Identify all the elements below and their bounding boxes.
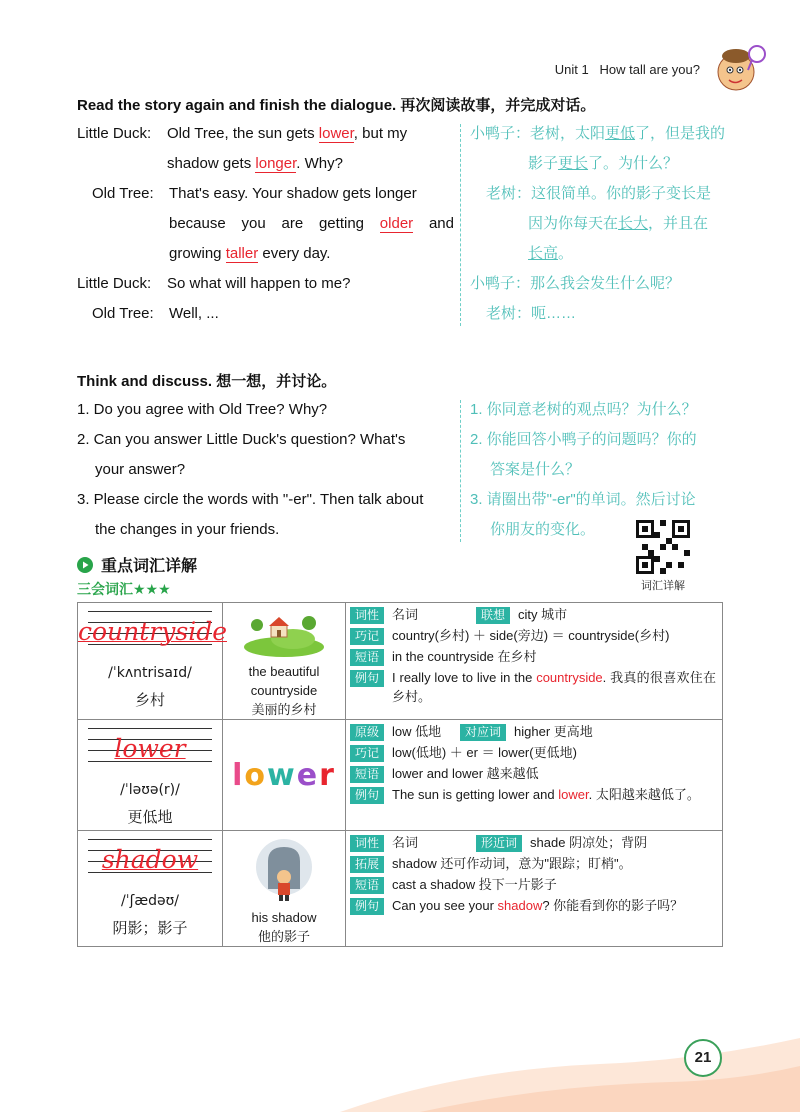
dialogue-text: So what will happen to me?: [167, 275, 351, 292]
vocab-word: countryside: [78, 617, 227, 646]
detail-row: [346, 605, 722, 624]
cn-question-3: 3. 请圈出带"-er"的单词。然后讨论: [470, 491, 696, 508]
similar-tag: 形近词: [476, 835, 522, 852]
dialogue-text: every day.: [258, 245, 331, 262]
cn-line: [470, 184, 730, 214]
memo-tag: 巧记: [350, 745, 384, 762]
example-text: ? 你能看到你的影子吗？: [542, 898, 684, 913]
meaning: 阴影；影子: [112, 920, 188, 937]
vocab-table: [77, 602, 723, 947]
vocab-word: shadow: [101, 845, 199, 874]
example-text: Can you see your: [392, 898, 498, 913]
assoc-tag: 联想: [476, 607, 510, 624]
base-form-tag: 原级: [350, 724, 384, 741]
example-highlight: lower: [558, 787, 589, 802]
discuss-title-cn: 想一想，并讨论。: [216, 373, 337, 390]
dialogue-text: Old Tree, the sun gets: [167, 125, 319, 142]
caption-en: his shadow: [251, 910, 317, 925]
play-icon: [77, 557, 93, 573]
detail-row: [346, 722, 722, 741]
meaning: 乡村: [134, 692, 165, 709]
cn-line: [470, 274, 730, 304]
cn-text: 了。为什么？: [588, 155, 679, 172]
cn-text: 了，但是我的: [635, 125, 726, 142]
cn-text: 。: [558, 245, 574, 262]
dialogue-en: [77, 124, 457, 334]
detail-row: [346, 785, 722, 804]
cn-text: 因为你每天在: [528, 215, 619, 232]
cn-speaker: 小鸭子：: [470, 125, 531, 142]
example-text: . 我真的很喜欢住在乡村。: [392, 670, 716, 704]
unit-title: How tall are you?: [599, 62, 700, 77]
dialogue-text: . Why?: [296, 155, 343, 172]
image-cell: [223, 603, 346, 720]
dialogue-line: [77, 214, 457, 244]
detail-text: lower and lower 越来越低: [392, 766, 539, 781]
mascot-icon: [712, 40, 768, 96]
cn-text: 这很简单。你的影子变长是: [531, 185, 712, 202]
section-title-dialogue: [77, 94, 595, 115]
meaning: 更低地: [127, 809, 173, 826]
divider: [460, 124, 461, 326]
detail-row: [346, 875, 722, 894]
speaker-label: Little Duck:: [77, 275, 152, 292]
caption-en: countryside: [250, 683, 318, 698]
question-2-cont: your answer?: [95, 461, 186, 478]
dialogue-line: [77, 304, 457, 334]
cn-line: [470, 154, 730, 184]
speaker-label: Old Tree:: [92, 305, 154, 322]
cn-text: ，并且在: [648, 215, 709, 232]
speaker-label: Old Tree:: [92, 185, 154, 202]
question-3: 3. Please circle the words with "-er". Then talk about: [77, 491, 424, 508]
dialogue-cn: [470, 124, 730, 334]
cn-underlined: 更长: [558, 155, 589, 172]
detail-row: [346, 647, 722, 666]
phrase-tag: 短语: [350, 649, 384, 666]
image-caption: [223, 908, 345, 946]
cn-question-3-cont: 你朋友的变化。: [490, 521, 596, 538]
counterpart-tag: 对应词: [460, 724, 506, 741]
discuss-questions: [77, 400, 457, 550]
section-title-discuss: [77, 370, 336, 391]
cn-speaker: 老树：: [486, 185, 532, 202]
dialogue-title-en: Read the story again and finish the dialogue.: [77, 97, 397, 114]
page-number: 21: [684, 1039, 722, 1077]
phrase-tag: 短语: [350, 877, 384, 894]
image-cell: [223, 831, 346, 947]
cn-line: [470, 304, 730, 334]
vocab-level: 三会词汇★★★: [77, 581, 171, 597]
page-corner-decoration: [340, 1030, 800, 1112]
unit-header: [555, 62, 700, 77]
example-tag: 例句: [350, 898, 384, 915]
answer-older: older: [379, 215, 414, 232]
cn-underlined: 长大: [618, 215, 649, 232]
dialogue-text: because you are getting: [169, 215, 380, 232]
cn-question-1: 1. 你同意老树的观点吗？为什么？: [470, 401, 697, 418]
vocab-heading-text: 重点词汇详解: [101, 558, 198, 575]
detail-cell: [346, 831, 723, 947]
detail-text: 名词: [392, 835, 419, 850]
dialogue-text: shadow gets: [167, 155, 256, 172]
detail-cell: [346, 603, 723, 720]
dialogue-line: [77, 274, 457, 304]
cn-underlined: 更低: [605, 125, 636, 142]
caption-en: the beautiful: [248, 664, 320, 679]
cn-speaker: 小鸭子：: [470, 275, 531, 292]
pos-tag: 词性: [350, 835, 384, 852]
memo-tag: 巧记: [350, 628, 384, 645]
cn-question-2: 2. 你能回答小鸭子的问题吗？你的: [470, 431, 697, 448]
word-cell: [78, 720, 223, 831]
qr-code-icon[interactable]: [636, 520, 690, 574]
answer-taller: taller: [225, 245, 259, 262]
example-tag: 例句: [350, 670, 384, 687]
cn-question-2-cont: 答案是什么？: [490, 461, 581, 478]
dialogue-line: [77, 244, 457, 274]
cn-text: 影子: [528, 155, 559, 172]
image-caption: [223, 662, 345, 719]
table-row: [78, 831, 723, 947]
detail-row: [346, 743, 722, 762]
countryside-illustration: [243, 611, 325, 657]
detail-text: 名词: [392, 607, 419, 622]
cn-speaker: 老树：: [486, 305, 532, 322]
cn-text: 呃……: [531, 305, 577, 322]
qr-label: 词汇详解: [641, 580, 685, 592]
vocab-heading: [77, 553, 197, 576]
example-text: The sun is getting lower and: [392, 787, 559, 802]
detail-text: higher 更高地: [514, 724, 593, 739]
pos-tag: 词性: [350, 607, 384, 624]
answer-longer: longer: [255, 155, 297, 172]
detail-row: [346, 896, 722, 915]
cn-text: 那么我会发生什么呢？: [530, 275, 681, 292]
detail-row: [346, 764, 722, 783]
detail-text: shadow 还可作动词，意为"跟踪；盯梢"。: [392, 856, 632, 871]
example-text: . 太阳越来越低了。: [588, 787, 700, 802]
phrase-tag: 短语: [350, 766, 384, 783]
extension-tag: 拓展: [350, 856, 384, 873]
divider: [460, 400, 461, 542]
example-text: I really love to live in the: [392, 670, 537, 685]
speaker-label: Little Duck:: [77, 125, 152, 142]
phonetic: /ˈkʌntrisaɪd/: [108, 665, 192, 681]
vocab-word: lower: [114, 734, 186, 763]
lower-letters-illustration: lower: [232, 757, 336, 793]
image-cell: [223, 720, 346, 831]
detail-text: city 城市: [518, 607, 568, 622]
phonetic: /ˈʃædəʊ/: [121, 893, 179, 909]
word-cell: [78, 831, 223, 947]
detail-text: low 低地: [392, 724, 442, 739]
detail-text: in the countryside 在乡村: [392, 649, 537, 664]
table-row: [78, 603, 723, 720]
detail-text: shade 阴凉处；背阴: [530, 835, 648, 850]
caption-cn: 他的影子: [257, 929, 310, 944]
dialogue-text: That's easy. Your shadow gets longer: [169, 185, 417, 202]
detail-row: [346, 854, 722, 873]
question-1: 1. Do you agree with Old Tree? Why?: [77, 401, 328, 418]
cn-line: [470, 244, 730, 274]
dialogue-text: , but my: [353, 125, 408, 142]
example-tag: 例句: [350, 787, 384, 804]
cn-underlined: 长高: [528, 245, 559, 262]
dialogue-line: [77, 184, 457, 214]
table-row: [78, 720, 723, 831]
example-highlight: shadow: [497, 898, 543, 913]
dialogue-line: [77, 154, 457, 184]
detail-text: country(乡村) ＋ side(旁边) ＝ countryside(乡村): [392, 628, 670, 643]
detail-text: low(低地) ＋ er ＝ lower(更低地): [392, 745, 577, 760]
answer-lower: lower: [318, 125, 354, 142]
dialogue-text: Well, ...: [169, 305, 219, 322]
detail-text: cast a shadow 投下一片影子: [392, 877, 557, 892]
dialogue-line: [77, 124, 457, 154]
discuss-title-en: Think and discuss.: [77, 373, 213, 390]
dialogue-text: and: [413, 215, 454, 232]
dialogue-title-cn: 再次阅读故事，并完成对话。: [400, 97, 596, 114]
caption-cn: 美丽的乡村: [251, 702, 317, 717]
detail-row: [346, 668, 722, 706]
unit-label: Unit 1: [554, 62, 589, 77]
cn-text: 老树，太阳: [530, 125, 606, 142]
question-3-cont: the changes in your friends.: [95, 521, 280, 538]
word-cell: [78, 603, 227, 720]
detail-row: [346, 626, 722, 645]
detail-row: [346, 833, 722, 852]
question-2: 2. Can you answer Little Duck's question? What's: [77, 431, 406, 448]
shadow-illustration: [254, 837, 314, 903]
dialogue-text: growing: [169, 245, 226, 262]
cn-line: [470, 124, 730, 154]
example-highlight: countryside: [536, 670, 603, 685]
detail-cell: [346, 720, 723, 831]
cn-line: [470, 214, 730, 244]
phonetic: /ˈləʊə(r)/: [120, 782, 180, 798]
